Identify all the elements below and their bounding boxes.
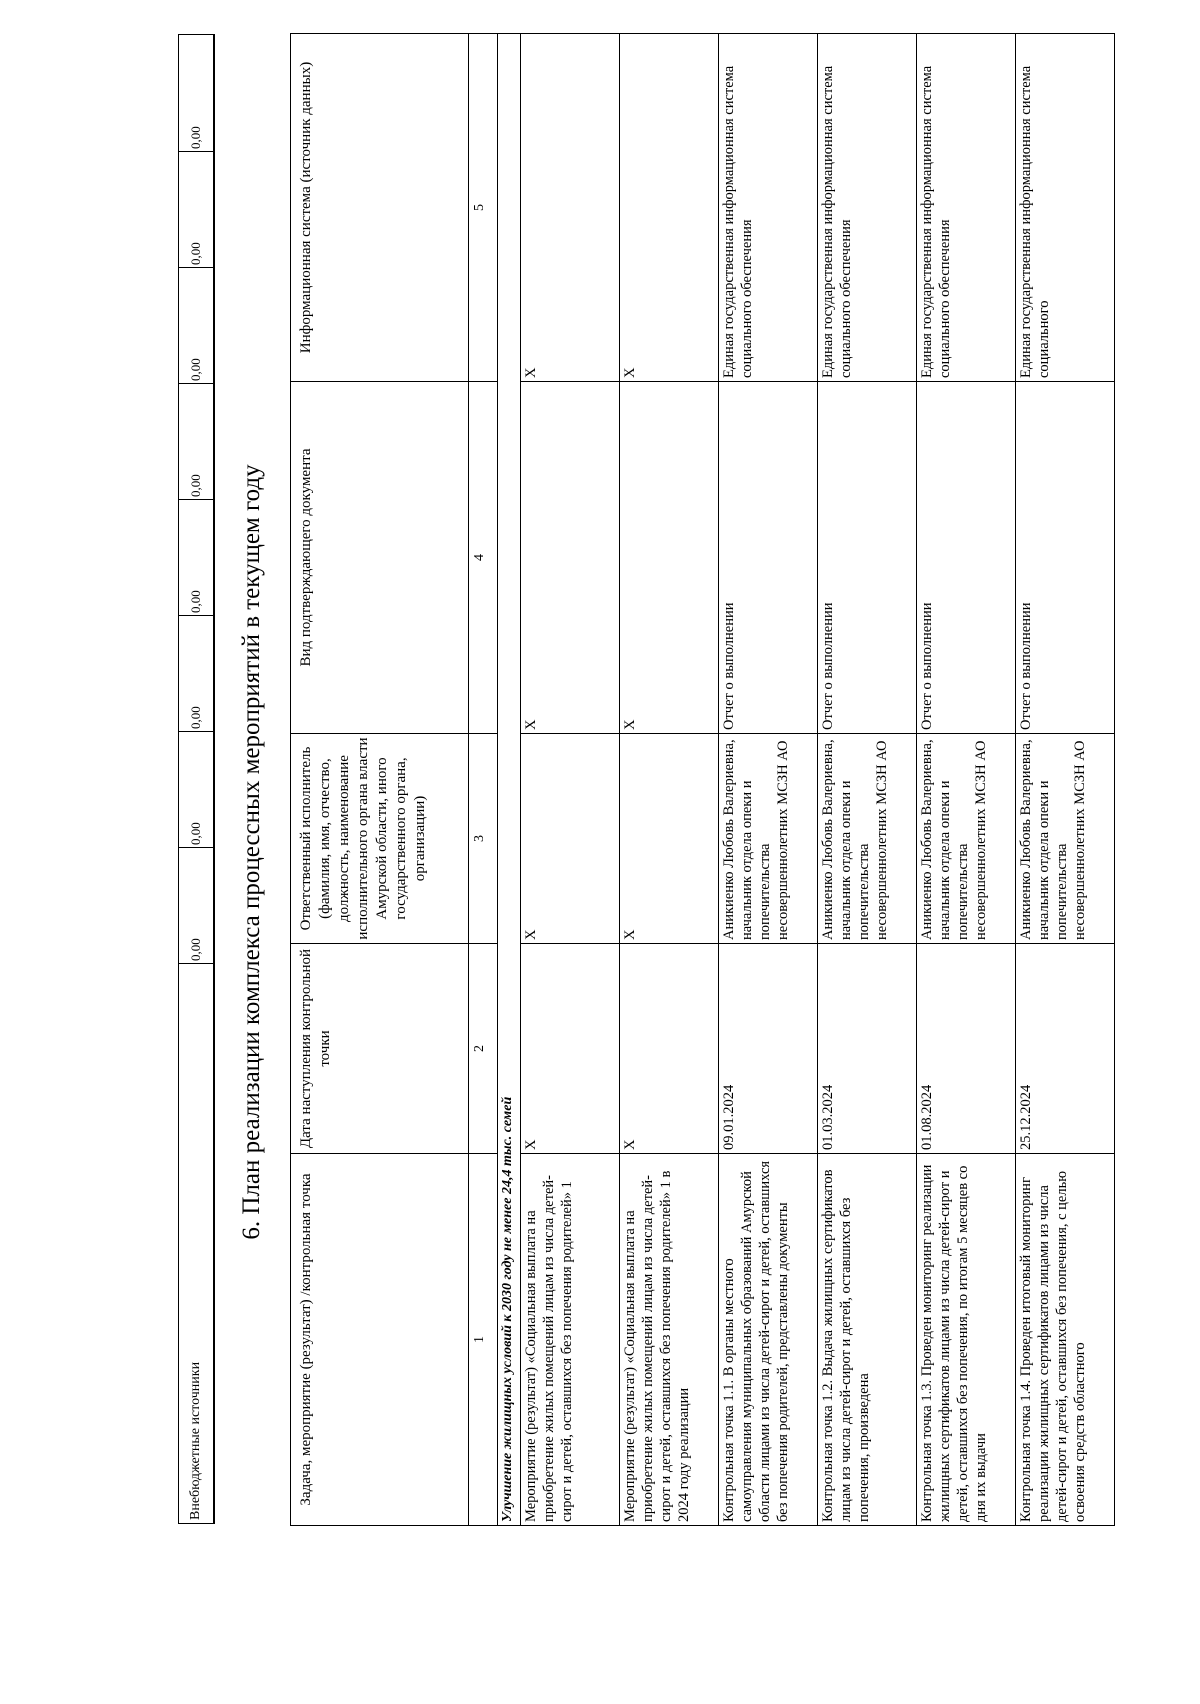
header-responsible: Ответственный исполнитель (фамилия, имя, отчество, должность, наименование исполнительного органа власти Амурской области, иного государственного органа, организации) xyxy=(291,734,469,944)
cell-responsible: X xyxy=(620,734,719,944)
cell-document: Отчет о выполнении xyxy=(818,382,917,734)
funding-value: 0,00 xyxy=(179,383,213,499)
cell-date: X xyxy=(521,944,620,1154)
funding-value: 0,00 xyxy=(179,499,213,615)
funding-value: 0,00 xyxy=(179,615,213,731)
funding-value: 0,00 xyxy=(179,847,213,963)
cell-system: Единая государственная информационная система социального обеспечения xyxy=(818,34,917,382)
funding-row-label: Внебюджетные источники xyxy=(179,963,213,1523)
cell-task: Мероприятие (результат) «Социальная выплата на приобретение жилых помещений лицам из числа детей-сирот и детей, оставшихся без попечения родителей» 1 xyxy=(521,1154,620,1526)
cell-responsible: Аникиенко Любовь Валериевна, начальник отдела опеки и попечительства несовершеннолетних МСЗН АО xyxy=(818,734,917,944)
cell-date: 01.08.2024 xyxy=(917,944,1016,1154)
table-row xyxy=(521,34,620,1526)
header-system: Информационная система (источник данных) xyxy=(291,34,469,382)
table-row xyxy=(1016,34,1115,1526)
header-document: Вид подтверждающего документа xyxy=(291,382,469,734)
table-row xyxy=(917,34,1016,1526)
cell-system: Единая государственная информационная система социального обеспечения xyxy=(719,34,818,382)
table-row xyxy=(620,34,719,1526)
cell-responsible: X xyxy=(521,734,620,944)
cell-document: Отчет о выполнении xyxy=(917,382,1016,734)
header-task: Задача, мероприятие (результат) /контрольная точка xyxy=(291,1154,469,1526)
cell-system: X xyxy=(521,34,620,382)
cell-task: Контрольная точка 1.4. Проведен итоговый мониторинг реализации жилищных сертификатов лицами из числа детей-сирот и детей, оставшихся без попечения, с целью освоения средств областного xyxy=(1016,1154,1115,1526)
cell-task: Мероприятие (результат) «Социальная выплата на приобретение жилых помещений лицам из числа детей-сирот и детей, оставшихся без попечения родителей» 1 в 2024 году реализации xyxy=(620,1154,719,1526)
cell-system: X xyxy=(620,34,719,382)
section-row xyxy=(498,34,521,1526)
cell-responsible: Аникиенко Любовь Валериевна, начальник отдела опеки и попечительства несовершеннолетних МСЗН АО xyxy=(917,734,1016,944)
cell-responsible: Аникиенко Любовь Валериевна, начальник отдела опеки и попечительства несовершеннолетних МСЗН АО xyxy=(719,734,818,944)
table-row xyxy=(818,34,917,1526)
funding-value: 0,00 xyxy=(179,151,213,267)
cell-task: Контрольная точка 1.2. Выдача жилищных сертификатов лицам из числа детей-сирот и детей, оставшихся без попечения, произведена xyxy=(818,1154,917,1526)
table-row xyxy=(719,34,818,1526)
column-number: 2 xyxy=(469,944,498,1154)
cell-document: X xyxy=(521,382,620,734)
cell-date: X xyxy=(620,944,719,1154)
cell-system: Единая государственная информационная система социального обеспечения xyxy=(917,34,1016,382)
column-number: 1 xyxy=(469,1154,498,1526)
funding-row xyxy=(178,34,215,1524)
cell-responsible: Аникиенко Любовь Валериевна, начальник отдела опеки и попечительства несовершеннолетних МСЗН АО xyxy=(1016,734,1115,944)
table-header-row xyxy=(291,34,469,1526)
section-title: Улучшение жилищных условий к 2030 году не менее 24,4 тыс. семей xyxy=(498,34,521,1526)
cell-date: 09.01.2024 xyxy=(719,944,818,1154)
cell-document: Отчет о выполнении xyxy=(1016,382,1115,734)
cell-document: Отчет о выполнении xyxy=(719,382,818,734)
section-heading: 6. План реализации комплекса процессных мероприятий в текущем году xyxy=(238,464,265,1240)
column-number: 4 xyxy=(469,382,498,734)
funding-value: 0,00 xyxy=(188,126,203,149)
cell-system: Единая государственная информационная система социального xyxy=(1016,34,1115,382)
cell-date: 25.12.2024 xyxy=(1016,944,1115,1154)
column-number: 5 xyxy=(469,34,498,382)
column-number: 3 xyxy=(469,734,498,944)
cell-task: Контрольная точка 1.3. Проведен мониторинг реализации жилищных сертификатов лицами из числа детей-сирот и детей, оставшихся без попечения, по итогам 5 месяцев со дня их выдачи xyxy=(917,1154,1016,1526)
cell-document: X xyxy=(620,382,719,734)
column-numbers-row xyxy=(469,34,498,1526)
funding-value: 0,00 xyxy=(179,731,213,847)
funding-value: 0,00 xyxy=(179,267,213,383)
plan-table xyxy=(290,33,1115,1526)
cell-date: 01.03.2024 xyxy=(818,944,917,1154)
cell-task: Контрольная точка 1.1. В органы местного самоуправления муниципальных образований Амурской области лицами из числа детей-сирот и детей, оставшихся без попечения родителей, представлены документы xyxy=(719,1154,818,1526)
header-date: Дата наступления контрольной точки xyxy=(291,944,469,1154)
